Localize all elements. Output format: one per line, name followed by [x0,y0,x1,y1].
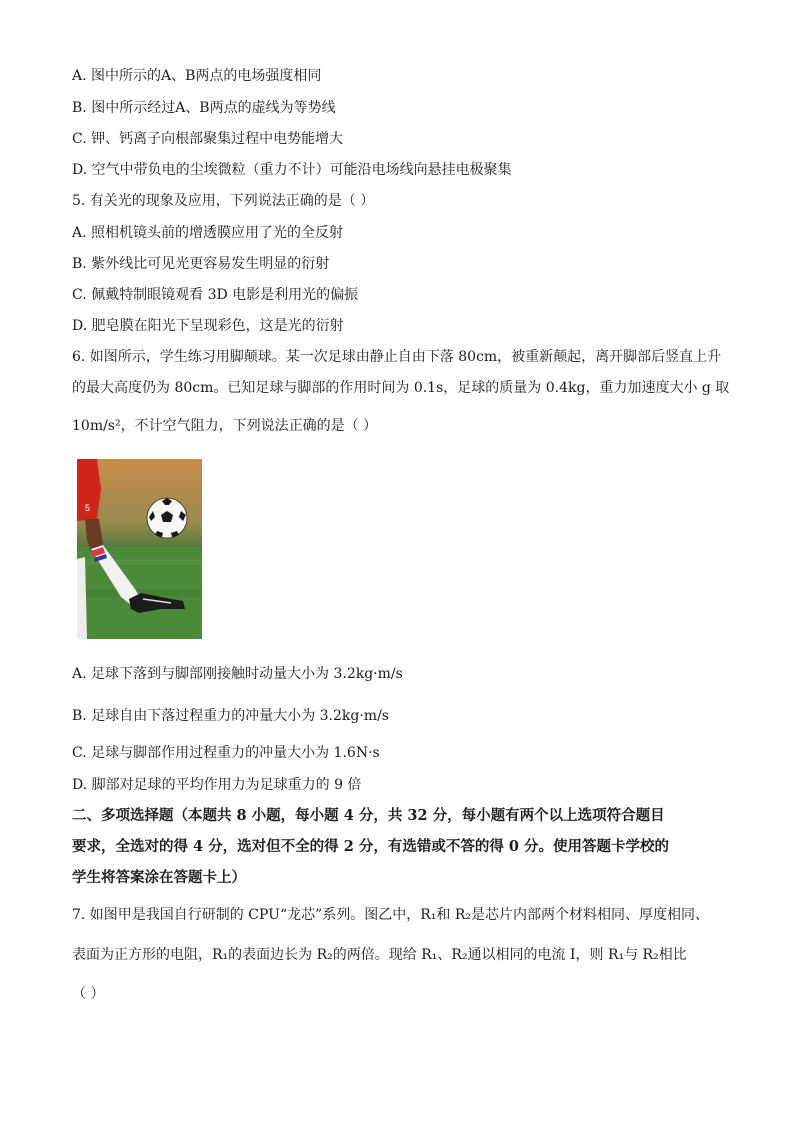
section2-heading-line3: 学生将答案涂在答题卡上） [72,869,246,886]
q6-option-a: A. 足球下落到与脚部刚接触时动量大小为 3.2kg·m/s [72,666,403,682]
q5-option-c: C. 佩戴特制眼镜观看 3D 电影是利用光的偏振 [72,287,359,303]
section2-heading-line2: 要求，全选对的得 4 分，选对但不全的得 2 分，有选错或不答的得 0 分。使用答题卡学校的 [72,838,670,855]
q5-option-d: D. 肥皂膜在阳光下呈现彩色，这是光的衍射 [72,318,344,334]
q4-option-b: B. 图中所示经过A、B两点的虚线为等势线 [72,100,336,116]
section2-heading-line1: 二、多项选择题（本题共 8 小题，每小题 4 分，共 32 分，每小题有两个以上选项符合题目 [72,807,665,824]
q6-stem-line2: 的最大高度仍为 80cm。已知足球与脚部的作用时间为 0.1s，足球的质量为 0.4kg，重力加速度大小 g 取 [72,380,730,396]
q5-option-a: A. 照相机镜头前的增透膜应用了光的全反射 [72,225,344,241]
q6-stem-line1: 6. 如图所示，学生练习用脚颠球。某一次足球由静止自由下落 80cm，被重新颠起，离开脚部后竖直上升 [72,349,722,365]
q7-stem-line3: （ ） [72,986,105,1002]
soccer-juggling-photo [77,459,202,639]
q5-stem: 5. 有关光的现象及应用，下列说法正确的是（ ） [72,193,375,209]
q6-stem-line3: 10m/s²，不计空气阻力，下列说法正确的是（ ） [72,418,378,434]
q4-option-a: A. 图中所示的A、B两点的电场强度相同 [72,68,322,84]
q7-stem-line1: 7. 如图甲是我国自行研制的 CPU“龙芯”系列。图乙中，R₁和 R₂是芯片内部两个材料相同、厚度相同、 [72,907,710,923]
q4-option-c: C. 钾、钙离子向根部聚集过程中电势能增大 [72,131,344,147]
q4-option-d: D. 空气中带负电的尘埃微粒（重力不计）可能沿电场线向悬挂电极聚集 [72,162,512,178]
q6-option-d: D. 脚部对足球的平均作用力为足球重力的 9 倍 [72,777,362,793]
q6-option-b: B. 足球自由下落过程重力的冲量大小为 3.2kg·m/s [72,708,389,724]
q7-stem-line2: 表面为正方形的电阻，R₁的表面边长为 R₂的两倍。现给 R₁、R₂通以相同的电流 I，则 R₁与 R₂相比 [72,947,687,963]
q5-option-b: B. 紫外线比可见光更容易发生明显的衍射 [72,256,330,272]
jersey-number: 5 [85,503,91,513]
q6-option-c: C. 足球与脚部作用过程重力的冲量大小为 1.6N·s [72,745,380,761]
